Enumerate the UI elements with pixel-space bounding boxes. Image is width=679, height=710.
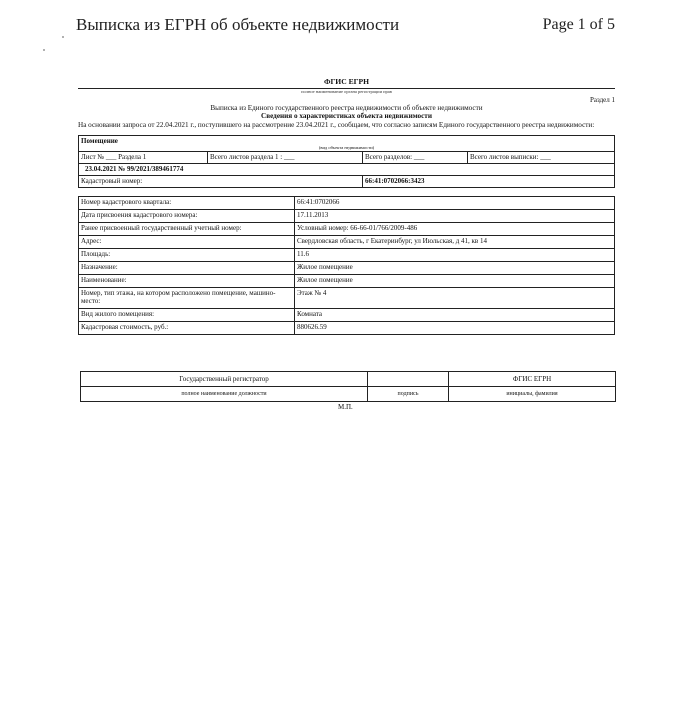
signature-cell (368, 372, 449, 387)
sheets-in-section: Всего листов раздела 1 : ___ (208, 152, 363, 164)
sections-total: Всего разделов: ___ (363, 152, 468, 164)
name-caption: инициалы, фамилия (449, 387, 616, 402)
property-value: Комната (295, 309, 615, 322)
sheet-number: Лист № ___ Раздела 1 (79, 152, 208, 164)
table-row (79, 322, 615, 335)
table-row (79, 236, 615, 249)
property-label: Номер кадастрового квартала: (79, 197, 295, 210)
extract-document (78, 78, 615, 335)
intro-heading: Сведения о характеристиках объекта недвижимости (261, 112, 432, 121)
property-value: Жилое помещение (295, 275, 615, 288)
object-type-caption: (вид объекта недвижимости) (318, 144, 375, 150)
properties-table (78, 196, 615, 335)
registrar-position: Государственный регистратор (81, 372, 368, 387)
page-counter: Page 1 of 5 (542, 16, 615, 33)
table-row (79, 275, 615, 288)
cadastral-number-value: 66:41:0702066:3423 (363, 176, 615, 188)
property-value: 880626.59 (295, 322, 615, 335)
registry-org: ФГИС ЕГРН (323, 77, 370, 86)
section-label: Раздел 1 (589, 95, 615, 104)
intro-line: Выписка из Единого государственного реестра недвижимости об объекте недвижимости (210, 103, 483, 112)
property-value: Этаж № 4 (295, 288, 615, 309)
table-row (79, 223, 615, 236)
table-row (79, 309, 615, 322)
basis-text: На основании запроса от 22.04.2021 г., поступившего на рассмотрение 23.04.2021 г., сообщаем, что согласно записям Единого государственного реестра недвижимости: (78, 120, 595, 129)
object-type-cell (79, 135, 615, 151)
extract-date-number: 23.04.2021 № 99/2021/389461774 (79, 164, 615, 176)
signature-table (80, 371, 616, 402)
signature-caption: подпись (368, 387, 449, 402)
scan-speck (62, 36, 64, 38)
property-label: Номер, тип этажа, на котором расположено помещение, машино-место: (79, 288, 295, 309)
property-label: Наименование: (79, 275, 295, 288)
object-header-table (78, 135, 615, 188)
property-value: 11.6 (295, 249, 615, 262)
property-label: Кадастровая стоимость, руб.: (79, 322, 295, 335)
table-row (79, 249, 615, 262)
property-value: 17.11.2013 (295, 210, 615, 223)
sheets-total: Всего листов выписки: ___ (468, 152, 615, 164)
property-label: Адрес: (79, 236, 295, 249)
property-label: Ранее присвоенный государственный учетный номер: (79, 223, 295, 236)
stamp-place: М.П. (338, 403, 353, 411)
property-value: Жилое помещение (295, 262, 615, 275)
scan-speck (43, 49, 45, 51)
table-row (79, 210, 615, 223)
table-row (79, 288, 615, 309)
property-value: Свердловская область, г Екатеринбург, ул Июльская, д 41, кв 14 (295, 236, 615, 249)
property-label: Дата присвоения кадастрового номера: (79, 210, 295, 223)
table-row (79, 262, 615, 275)
cadastral-number-label: Кадастровый номер: (79, 176, 363, 188)
page-title: Выписка из ЕГРН об объекте недвижимости (76, 15, 400, 34)
property-label: Площадь: (79, 249, 295, 262)
object-type: Помещение (81, 136, 118, 145)
registry-org-caption: полное наименование органа регистрации прав (301, 88, 392, 94)
property-value: 66:41:0702066 (295, 197, 615, 210)
table-row (79, 197, 615, 210)
property-value: Условный номер: 66-66-01/766/2009-486 (295, 223, 615, 236)
registrar-name: ФГИС ЕГРН (449, 372, 616, 387)
property-label: Вид жилого помещения: (79, 309, 295, 322)
property-label: Назначение: (79, 262, 295, 275)
position-caption: полное наименование должности (81, 387, 368, 402)
